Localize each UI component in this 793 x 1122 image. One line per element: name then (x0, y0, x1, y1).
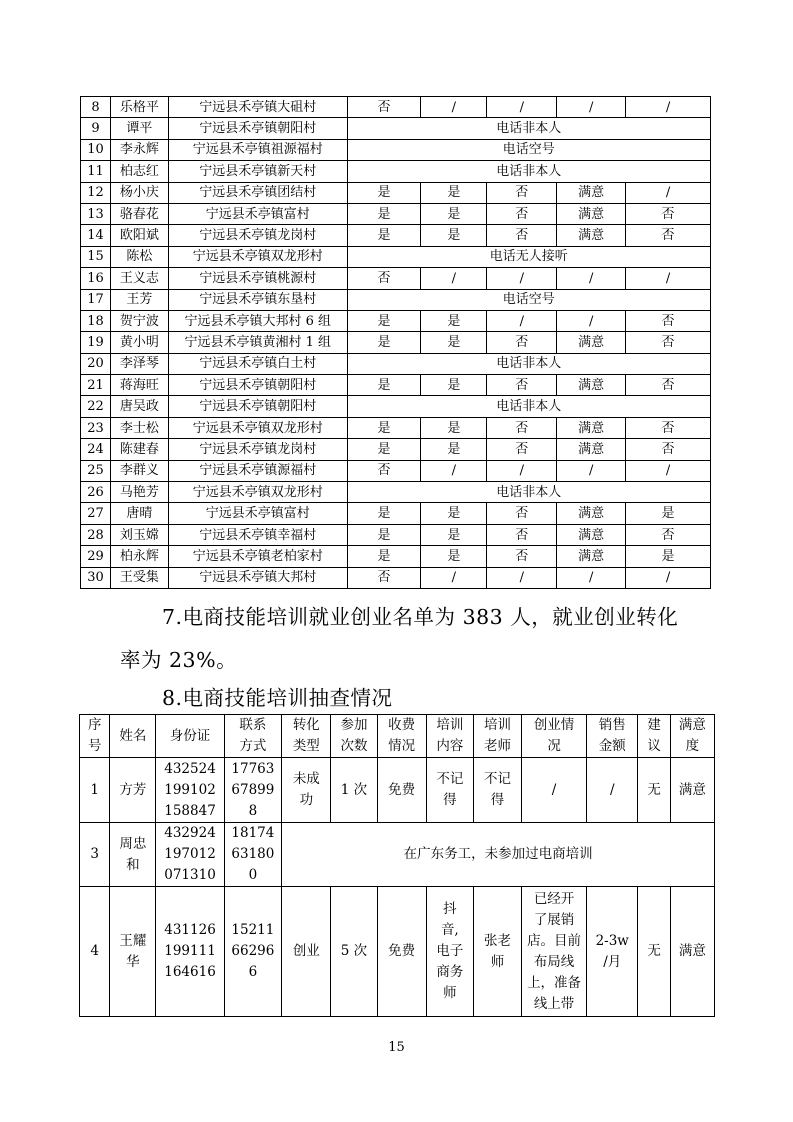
table-cell: 是 (347, 417, 421, 438)
table-cell: 是 (347, 503, 421, 524)
table-cell: / (626, 182, 711, 203)
table1-row (81, 375, 711, 396)
table-cell: 是 (421, 332, 487, 353)
table-cell: 满意 (557, 375, 626, 396)
table-cell: 是 (347, 310, 421, 331)
table-cell: 9 (81, 118, 111, 139)
table-cell: 无 (638, 758, 670, 823)
table-cell: 宁远县禾亭镇朝阳村 (168, 118, 347, 139)
table-cell: / (557, 460, 626, 481)
table-cell: / (487, 97, 557, 118)
table-cell: 是 (421, 417, 487, 438)
table-cell: 李泽琴 (110, 353, 168, 374)
table-cell: 宁远县禾亭镇幸福村 (168, 524, 347, 545)
header-cell: 序 号 (80, 715, 110, 758)
table-cell: 26 (81, 482, 111, 503)
table-cell: 否 (347, 460, 421, 481)
table-cell: / (487, 567, 557, 588)
table-cell: 电话空号 (347, 139, 710, 160)
table-cell: 是 (347, 332, 421, 353)
table2-row (80, 887, 715, 1017)
table-cell: 否 (626, 417, 711, 438)
table1-row (81, 182, 711, 203)
table-cell: 谭平 (110, 118, 168, 139)
table1-row (81, 460, 711, 481)
table-cell: 否 (487, 524, 557, 545)
table-cell: / (522, 758, 587, 823)
table-cell: 432924 197012 071310 (156, 823, 224, 887)
table1-row (81, 482, 711, 503)
table-cell: 1 次 (331, 758, 377, 823)
table-cell: 免费 (377, 758, 426, 823)
table-cell: 满意 (670, 758, 714, 823)
table-cell: 陈松 (110, 246, 168, 267)
table-cell: 是 (347, 439, 421, 460)
header-cell: 培训 老师 (473, 715, 521, 758)
table-cell: 满意 (557, 225, 626, 246)
table-cell: 宁远县禾亭镇龙岗村 (168, 225, 347, 246)
table-cell: / (487, 268, 557, 289)
table-cell: 满意 (557, 546, 626, 567)
table-cell: / (487, 460, 557, 481)
table-cell: 宁远县禾亭镇富村 (168, 503, 347, 524)
table-cell: 否 (347, 97, 421, 118)
table-cell: 是 (421, 225, 487, 246)
header-cell: 转化 类型 (282, 715, 331, 758)
table1-row (81, 289, 711, 310)
table-cell: 是 (421, 503, 487, 524)
table-cell: 16 (81, 268, 111, 289)
table-cell: 否 (347, 567, 421, 588)
table2-row (80, 758, 715, 823)
table1-row (81, 567, 711, 588)
table-cell: / (587, 758, 638, 823)
table-cell: 创业 (282, 887, 331, 1017)
table-cell: 宁远县禾亭镇龙岗村 (168, 439, 347, 460)
table-cell: 电话非本人 (347, 396, 710, 417)
table-cell: 18 (81, 310, 111, 331)
table-cell: / (626, 567, 711, 588)
table-cell: 是 (626, 546, 711, 567)
table2-header-row (80, 715, 715, 758)
table-cell: 2-3w /月 (587, 887, 638, 1017)
table-cell: 是 (421, 546, 487, 567)
table-cell: 满意 (557, 439, 626, 460)
table-cell: 29 (81, 546, 111, 567)
table-cell: 马艳芳 (110, 482, 168, 503)
table-cell: 4 (80, 887, 110, 1017)
table1-row (81, 139, 711, 160)
table-cell: 唐晴 (110, 503, 168, 524)
table-cell: 李士松 (110, 417, 168, 438)
table-cell: 12 (81, 182, 111, 203)
table-cell: 满意 (557, 182, 626, 203)
table-cell: 乐格平 (110, 97, 168, 118)
table1-row (81, 97, 711, 118)
table-cell: 是 (421, 182, 487, 203)
table-cell: 宁远县禾亭镇团结村 (168, 182, 347, 203)
table-cell: 王芳 (110, 289, 168, 310)
table-cell: 否 (487, 332, 557, 353)
table1-row (81, 546, 711, 567)
header-cell: 联系 方式 (224, 715, 282, 758)
survey-table-2 (79, 714, 715, 1017)
table-cell: 否 (487, 439, 557, 460)
table-cell: 是 (421, 375, 487, 396)
section-heading: 8.电商技能培训抽查情况 (162, 686, 393, 710)
table-cell: 杨小庆 (110, 182, 168, 203)
table-cell: 是 (347, 225, 421, 246)
table-cell: 不记 得 (473, 758, 521, 823)
table-cell: 宁远县禾亭镇新天村 (168, 161, 347, 182)
table-cell: 22 (81, 396, 111, 417)
table-cell: 否 (626, 524, 711, 545)
table-cell: 431126 199111 164616 (156, 887, 224, 1017)
table1-row (81, 439, 711, 460)
table-cell: 15 (81, 246, 111, 267)
table-cell: 宁远县禾亭镇朝阳村 (168, 375, 347, 396)
table-cell: 21 (81, 375, 111, 396)
table-cell: 唐吴政 (110, 396, 168, 417)
table-cell: 17 (81, 289, 111, 310)
table-cell: 1 (80, 758, 110, 823)
table-cell: 张老 师 (473, 887, 521, 1017)
table-cell: 是 (421, 310, 487, 331)
table-cell: 宁远县禾亭镇祖源福村 (168, 139, 347, 160)
header-cell: 参加 次数 (331, 715, 377, 758)
table1-row (81, 268, 711, 289)
header-cell: 姓名 (110, 715, 156, 758)
table-cell: 否 (626, 225, 711, 246)
table-cell: 蒋海旺 (110, 375, 168, 396)
paragraph-line-2: 率为 23%。 (120, 648, 238, 672)
table-cell: 宁远县禾亭镇双龙形村 (168, 246, 347, 267)
header-cell: 建 议 (638, 715, 670, 758)
table-cell: 否 (626, 439, 711, 460)
table-cell: 电话非本人 (347, 353, 710, 374)
header-cell: 满意 度 (670, 715, 714, 758)
table1-row (81, 332, 711, 353)
table-cell: 是 (626, 503, 711, 524)
table-cell: 5 次 (331, 887, 377, 1017)
table-cell: 19 (81, 332, 111, 353)
table-cell: / (626, 460, 711, 481)
header-cell: 身份证 (156, 715, 224, 758)
table-cell: / (421, 268, 487, 289)
table-cell: 是 (421, 203, 487, 224)
table1-row (81, 417, 711, 438)
table-cell: 432524 199102 158847 (156, 758, 224, 823)
table-cell: / (421, 460, 487, 481)
table-cell: 否 (626, 375, 711, 396)
table-cell: 方芳 (110, 758, 156, 823)
table-cell: 13 (81, 203, 111, 224)
table-cell: 24 (81, 439, 111, 460)
table-cell: 否 (487, 417, 557, 438)
table-cell: 贺宁波 (110, 310, 168, 331)
table-cell: / (487, 310, 557, 331)
table-cell: 是 (347, 182, 421, 203)
table-cell: 宁远县禾亭镇双龙形村 (168, 417, 347, 438)
table-cell: 周忠 和 (110, 823, 156, 887)
table-cell: 27 (81, 503, 111, 524)
table-cell: 欧阳斌 (110, 225, 168, 246)
table-cell: 否 (487, 546, 557, 567)
table-cell: 柏永辉 (110, 546, 168, 567)
table1-row (81, 246, 711, 267)
table-cell: 宁远县禾亭镇白土村 (168, 353, 347, 374)
table-cell: 25 (81, 460, 111, 481)
table-cell: 满意 (557, 524, 626, 545)
table-cell: 电话非本人 (347, 118, 710, 139)
table-cell: 电话无人接听 (347, 246, 710, 267)
table-cell: 否 (487, 182, 557, 203)
table-cell: 李群义 (110, 460, 168, 481)
table-cell: 8 (81, 97, 111, 118)
header-cell: 销售 金额 (587, 715, 638, 758)
table-cell: 无 (638, 887, 670, 1017)
table-cell: 否 (487, 375, 557, 396)
table-cell: / (421, 97, 487, 118)
table-cell: 宁远县禾亭镇黄湘村 1 组 (168, 332, 347, 353)
table-cell: 否 (626, 310, 711, 331)
table-cell: 宁远县禾亭镇朝阳村 (168, 396, 347, 417)
page-number: 15 (388, 1040, 405, 1055)
table-cell: 3 (80, 823, 110, 887)
table1-row (81, 118, 711, 139)
table-cell: 18174 63180 0 (224, 823, 282, 887)
table-cell: / (626, 97, 711, 118)
survey-table-1 (80, 96, 711, 589)
table-cell: 23 (81, 417, 111, 438)
table-cell: 宁远县禾亭镇老柏家村 (168, 546, 347, 567)
table-cell: 宁远县禾亭镇源福村 (168, 460, 347, 481)
table-cell: 李永辉 (110, 139, 168, 160)
table-cell: 宁远县禾亭镇富村 (168, 203, 347, 224)
table-cell: 骆春花 (110, 203, 168, 224)
table-cell: / (557, 97, 626, 118)
table-cell: 王耀 华 (110, 887, 156, 1017)
table-cell: 电话非本人 (347, 482, 710, 503)
table1-row (81, 203, 711, 224)
table1-row (81, 503, 711, 524)
table-cell: 是 (347, 524, 421, 545)
table-cell: 抖 音, 电子 商务 师 (426, 887, 473, 1017)
table-cell: / (421, 567, 487, 588)
table-cell: 满意 (557, 503, 626, 524)
table1-row (81, 396, 711, 417)
table-cell: 黄小明 (110, 332, 168, 353)
table-cell: 是 (347, 203, 421, 224)
table-cell: 免费 (377, 887, 426, 1017)
table-cell: / (557, 567, 626, 588)
table-cell: 17763 67899 8 (224, 758, 282, 823)
table-cell: 14 (81, 225, 111, 246)
table-cell: 是 (421, 524, 487, 545)
table-cell: 是 (347, 375, 421, 396)
table-cell: 宁远县禾亭镇东垦村 (168, 289, 347, 310)
table-cell: 否 (487, 225, 557, 246)
table1-row (81, 225, 711, 246)
table-cell: 否 (626, 332, 711, 353)
table-cell: / (557, 268, 626, 289)
table-cell: 30 (81, 567, 111, 588)
table-cell: 宁远县禾亭镇大砠村 (168, 97, 347, 118)
table-cell: 否 (487, 503, 557, 524)
table-cell: 20 (81, 353, 111, 374)
table-cell: 宁远县禾亭镇桃源村 (168, 268, 347, 289)
header-cell: 收费 情况 (377, 715, 426, 758)
merged-note-cell: 在广东务工，未参加过电商培训 (282, 823, 715, 887)
table-cell: 是 (347, 546, 421, 567)
table-cell: 否 (626, 203, 711, 224)
table-cell: 满意 (670, 887, 714, 1017)
table-cell: 宁远县禾亭镇大邦村 6 组 (168, 310, 347, 331)
table-cell: 电话非本人 (347, 161, 710, 182)
table-cell: 15211 66296 6 (224, 887, 282, 1017)
table-cell: 宁远县禾亭镇双龙形村 (168, 482, 347, 503)
table-cell: 王受集 (110, 567, 168, 588)
table-cell: 否 (487, 203, 557, 224)
table-cell: 王义志 (110, 268, 168, 289)
table-cell: 宁远县禾亭镇大邦村 (168, 567, 347, 588)
table-cell: 11 (81, 161, 111, 182)
table-cell: 否 (347, 268, 421, 289)
table-cell: / (626, 268, 711, 289)
table-cell: 10 (81, 139, 111, 160)
table-cell: 柏志红 (110, 161, 168, 182)
table-cell: 不记 得 (426, 758, 473, 823)
table-cell: 是 (421, 439, 487, 460)
table-cell: 满意 (557, 203, 626, 224)
table-cell: / (557, 310, 626, 331)
table-cell: 未成 功 (282, 758, 331, 823)
table-cell: 满意 (557, 417, 626, 438)
table1-row (81, 524, 711, 545)
table1-row (81, 310, 711, 331)
table-cell: 满意 (557, 332, 626, 353)
table-cell: 28 (81, 524, 111, 545)
table-cell: 陈建春 (110, 439, 168, 460)
header-cell: 创业情 况 (522, 715, 587, 758)
table-cell: 已经开 了展销 店。目前 布局线 上，准备 线上带 (522, 887, 587, 1017)
table-cell: 电话空号 (347, 289, 710, 310)
table1-row (81, 353, 711, 374)
paragraph-line-1: 7.电商技能培训就业创业名单为 383 人，就业创业转化 (162, 605, 679, 629)
table1-row (81, 161, 711, 182)
table2-row (80, 823, 715, 887)
table-cell: 刘玉嫦 (110, 524, 168, 545)
header-cell: 培训 内容 (426, 715, 473, 758)
